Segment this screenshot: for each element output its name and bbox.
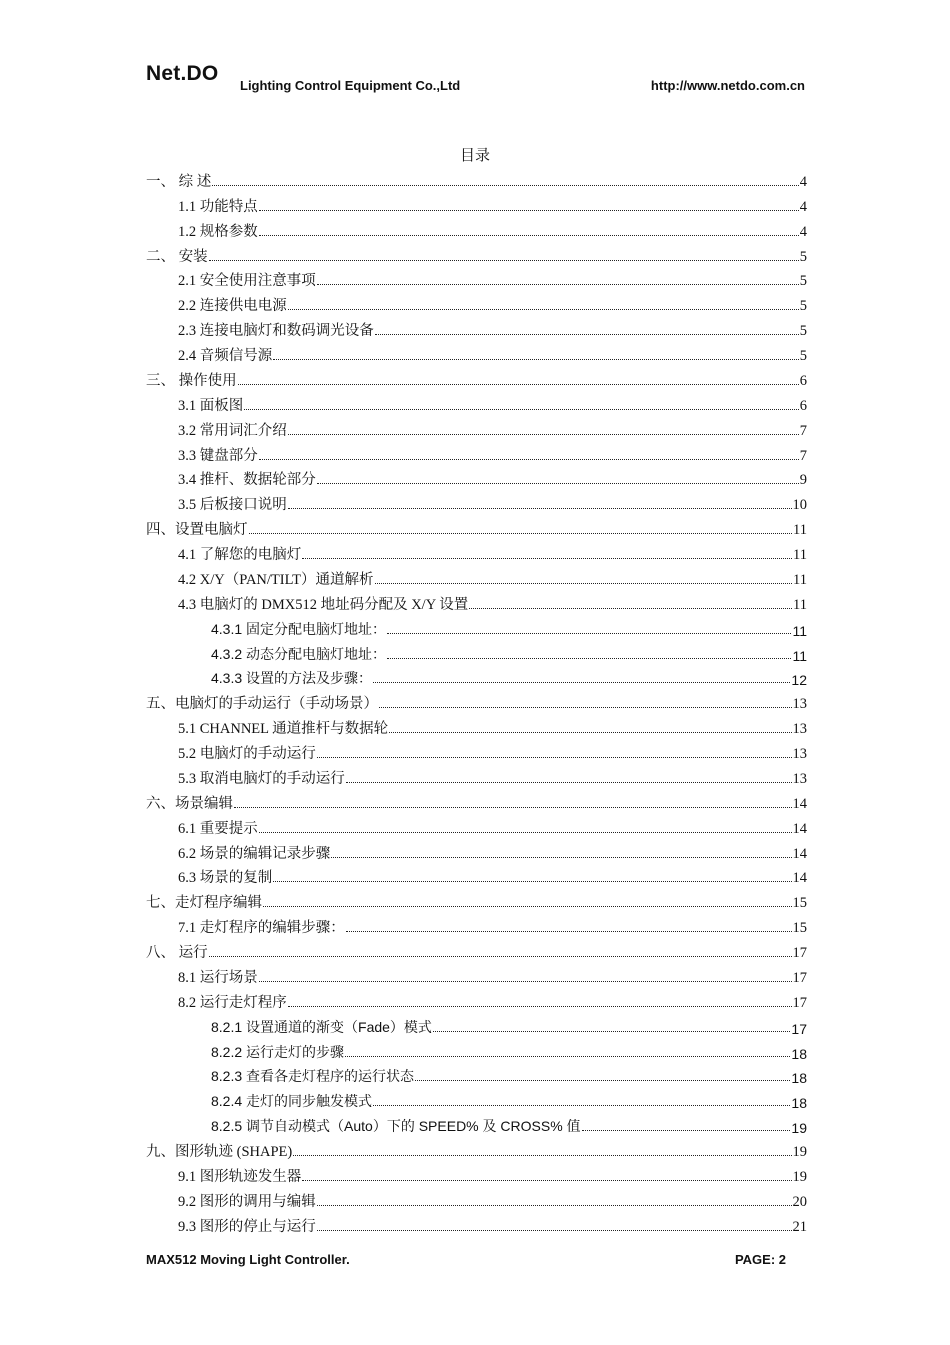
toc-dot-leader: [288, 508, 792, 509]
toc-dot-leader: [389, 732, 791, 733]
toc-dot-leader: [345, 1056, 790, 1057]
toc-entry-page: 7: [799, 422, 807, 439]
toc-entry: [146, 788, 807, 813]
toc-entry-page: 19: [792, 1168, 807, 1185]
toc-entry: [146, 1211, 807, 1236]
toc-entry-label: 8.2.4 走灯的同步触发模式: [211, 1093, 373, 1110]
toc-dot-leader: [433, 1031, 790, 1032]
toc-entry-label: 9.2 图形的调用与编辑: [178, 1193, 316, 1210]
toc-dot-leader: [273, 881, 791, 882]
toc-entry-label: 8.1 运行场景: [178, 969, 258, 986]
toc-dot-leader: [263, 906, 792, 907]
toc-entry: [146, 664, 807, 689]
toc-dot-leader: [346, 782, 792, 783]
toc-entry-label: 2.2 连接供电电源: [178, 298, 287, 315]
toc-entry-page: 7: [799, 447, 807, 464]
toc-dot-leader: [259, 459, 799, 460]
toc-entry: [146, 489, 807, 514]
toc-entry-page: 4: [799, 198, 807, 215]
toc-entry: [146, 863, 807, 888]
toc-entry-label: 3.2 常用词汇介绍: [178, 422, 287, 439]
toc-entry: [146, 1161, 807, 1186]
toc-entry: [146, 465, 807, 490]
toc-dot-leader: [375, 583, 793, 584]
toc-entry-label: 3.1 面板图: [178, 397, 244, 414]
toc-entry-page: 14: [792, 795, 807, 812]
toc-dot-leader: [387, 658, 791, 659]
toc-entry-page: 13: [792, 746, 807, 762]
toc-dot-leader: [293, 1155, 791, 1156]
toc-entry: [146, 241, 807, 266]
toc-entry-label: 6.1 重要提示: [178, 820, 258, 837]
toc-entry-page: 17: [792, 994, 807, 1011]
toc-entry-page: 19: [791, 1120, 807, 1137]
toc-entry: [146, 1062, 807, 1087]
toc-entry-page: 18: [791, 1095, 807, 1112]
toc-dot-leader: [317, 483, 799, 484]
toc-entry: [146, 564, 807, 589]
toc-entry-page: 19: [792, 1144, 807, 1160]
company-name: Lighting Control Equipment Co.,Ltd: [240, 78, 461, 93]
toc-entry-label: 4.3.1 固定分配电脑灯地址：: [211, 620, 387, 637]
toc-entry: [146, 1086, 807, 1111]
toc-entry-label: 7.1 走灯程序的编辑步骤：: [178, 920, 345, 937]
toc-entry: [146, 987, 807, 1012]
toc-dot-leader: [209, 956, 792, 957]
toc-entry-label: 6.2 场景的编辑记录步骤: [178, 845, 331, 862]
toc-entry-page: 5: [799, 323, 807, 340]
toc-entry: [146, 738, 807, 763]
toc-entry: [146, 539, 807, 564]
toc-dot-leader: [234, 807, 792, 808]
toc-entry: [146, 390, 807, 415]
toc-entry-label: 2.4 音频信号源: [178, 348, 273, 364]
toc-entry-label: 八、 运行: [146, 945, 208, 961]
toc-entry-label: 1.1 功能特点: [178, 198, 258, 215]
toc-entry-label: 2.1 安全使用注意事项: [178, 273, 316, 290]
toc-entry: [146, 290, 807, 315]
toc-dot-leader: [288, 309, 799, 310]
toc-entry-label: 九、图形轨迹 (SHAPE): [146, 1144, 293, 1160]
toc-dot-leader: [469, 608, 792, 609]
toc-dot-leader: [317, 284, 799, 285]
toc-entry-label: 5.3 取消电脑灯的手动运行: [178, 770, 345, 787]
toc-entry-label: 4.3 电脑灯的 DMX512 地址码分配及 X/Y 设置: [178, 596, 469, 613]
toc-entry-page: 15: [792, 920, 807, 937]
toc-entry: [146, 1111, 807, 1136]
toc-dot-leader: [259, 832, 792, 833]
toc-entry-page: 11: [792, 622, 807, 639]
table-of-contents: [146, 166, 807, 1236]
toc-entry: [146, 912, 807, 937]
toc-entry-label: 8.2.1 设置通道的渐变（Fade）模式: [211, 1018, 432, 1035]
toc-entry: [146, 191, 807, 216]
toc-entry-label: 5.2 电脑灯的手动运行: [178, 746, 316, 762]
toc-dot-leader: [346, 931, 792, 932]
toc-entry-label: 1.2 规格参数: [178, 223, 258, 240]
toc-entry-page: 4: [799, 223, 807, 240]
toc-dot-leader: [209, 260, 799, 261]
toc-entry: [146, 763, 807, 788]
toc-entry: [146, 514, 807, 539]
toc-dot-leader: [302, 558, 792, 559]
toc-dot-leader: [373, 1105, 790, 1106]
toc-entry-page: 5: [799, 248, 807, 265]
toc-entry-label: 6.3 场景的复制: [178, 870, 273, 887]
toc-entry-label: 2.3 连接电脑灯和数码调光设备: [178, 323, 374, 340]
toc-dot-leader: [331, 857, 791, 858]
toc-dot-leader: [259, 235, 799, 236]
toc-entry-label: 3.5 后板接口说明: [178, 497, 287, 514]
toc-entry: [146, 315, 807, 340]
toc-dot-leader: [415, 1080, 790, 1081]
toc-entry-label: 8.2.3 查看各走灯程序的运行状态: [211, 1068, 415, 1085]
toc-entry: [146, 340, 807, 365]
toc-entry-label: 七、走灯程序编辑: [146, 895, 262, 912]
toc-entry-label: 四、设置电脑灯: [146, 522, 248, 539]
toc-entry-page: 5: [799, 273, 807, 290]
toc-entry-page: 11: [793, 571, 807, 588]
toc-dot-leader: [317, 1205, 792, 1206]
toc-entry-page: 6: [799, 372, 807, 389]
toc-entry: [146, 614, 807, 639]
toc-entry-page: 17: [791, 1020, 807, 1037]
toc-entry-page: 20: [792, 1193, 807, 1210]
toc-entry: [146, 813, 807, 838]
toc-entry-label: 4.1 了解您的电脑灯: [178, 547, 302, 563]
toc-entry-page: 4: [799, 173, 807, 190]
toc-entry-page: 21: [792, 1218, 807, 1235]
toc-dot-leader: [244, 409, 799, 410]
toc-dot-leader: [317, 1230, 792, 1231]
toc-entry-label: 9.3 图形的停止与运行: [178, 1218, 316, 1235]
company-url: http://www.netdo.com.cn: [650, 78, 805, 93]
toc-title: 目录: [459, 148, 490, 164]
toc-entry: [146, 266, 807, 291]
toc-entry-page: 5: [799, 298, 807, 315]
toc-entry: [146, 1012, 807, 1037]
toc-entry-page: 15: [792, 895, 807, 912]
toc-dot-leader: [259, 210, 799, 211]
toc-entry: [146, 1037, 807, 1062]
toc-dot-leader: [379, 707, 792, 708]
toc-entry-label: 8.2.2 运行走灯的步骤: [211, 1043, 345, 1060]
toc-entry: [146, 216, 807, 241]
toc-entry-page: 13: [792, 696, 807, 713]
toc-entry-page: 17: [792, 969, 807, 986]
toc-entry-page: 10: [792, 497, 807, 514]
toc-entry: [146, 589, 807, 614]
toc-entry-page: 18: [791, 1045, 807, 1062]
toc-entry: [146, 962, 807, 987]
toc-entry-page: 11: [793, 596, 807, 613]
toc-entry-page: 14: [792, 845, 807, 862]
toc-dot-leader: [302, 1180, 791, 1181]
toc-entry-label: 六、场景编辑: [146, 795, 233, 812]
toc-entry-label: 一、 综 述: [146, 173, 212, 190]
toc-entry-label: 3.4 推杆、数据轮部分: [178, 472, 316, 489]
toc-dot-leader: [288, 1006, 792, 1007]
toc-entry: [146, 1186, 807, 1211]
toc-dot-leader: [249, 533, 793, 534]
toc-entry-page: 13: [792, 770, 807, 787]
toc-entry-label: 9.1 图形轨迹发生器: [178, 1168, 302, 1185]
toc-dot-leader: [582, 1130, 791, 1131]
toc-dot-leader: [273, 359, 799, 360]
toc-entry-page: 17: [792, 945, 807, 961]
toc-dot-leader: [259, 981, 792, 982]
toc-entry-page: 13: [792, 721, 807, 738]
toc-entry-label: 4.3.2 动态分配电脑灯地址：: [211, 645, 387, 662]
toc-entry-page: 12: [791, 672, 807, 689]
toc-entry: [146, 415, 807, 440]
toc-dot-leader: [238, 384, 799, 385]
toc-entry: [146, 166, 807, 191]
toc-dot-leader: [387, 633, 791, 634]
toc-dot-leader: [212, 185, 799, 186]
footer-page-number: PAGE: 2: [734, 1252, 786, 1267]
toc-entry-label: 4.2 X/Y（PAN/TILT）通道解析: [178, 571, 374, 588]
toc-dot-leader: [375, 334, 799, 335]
toc-dot-leader: [373, 682, 790, 683]
toc-entry-label: 3.3 键盘部分: [178, 447, 258, 464]
toc-entry-page: 6: [799, 397, 807, 414]
brand-logo: Net.DO: [146, 62, 219, 85]
toc-entry-label: 5.1 CHANNEL 通道推杆与数据轮: [178, 721, 389, 738]
toc-entry-page: 11: [792, 647, 807, 664]
toc-entry-page: 18: [791, 1070, 807, 1087]
toc-entry-page: 11: [793, 547, 807, 563]
toc-entry-page: 5: [799, 348, 807, 364]
toc-entry-page: 9: [799, 472, 807, 489]
toc-entry-page: 11: [793, 522, 807, 539]
toc-entry: [146, 937, 807, 962]
toc-dot-leader: [288, 434, 799, 435]
toc-entry: [146, 440, 807, 465]
toc-entry-label: 8.2.5 调节自动模式（Auto）下的 SPEED% 及 CROSS% 值: [211, 1118, 581, 1135]
toc-entry-label: 8.2 运行走灯程序: [178, 994, 287, 1011]
toc-entry-label: 4.3.3 设置的方法及步骤：: [211, 670, 373, 687]
toc-entry: [146, 838, 807, 863]
toc-entry: [146, 887, 807, 912]
toc-entry-label: 三、 操作使用: [146, 372, 237, 389]
toc-entry-label: 五、电脑灯的手动运行（手动场景）: [146, 696, 378, 713]
toc-entry: [146, 639, 807, 664]
toc-entry-page: 14: [792, 870, 807, 887]
toc-entry: [146, 713, 807, 738]
toc-entry: [146, 1136, 807, 1161]
footer-product-name: MAX512 Moving Light Controller.: [146, 1252, 350, 1267]
toc-dot-leader: [317, 757, 792, 758]
toc-entry: [146, 365, 807, 390]
toc-entry-page: 14: [792, 820, 807, 837]
toc-entry-label: 二、 安装: [146, 248, 208, 265]
toc-entry: [146, 688, 807, 713]
